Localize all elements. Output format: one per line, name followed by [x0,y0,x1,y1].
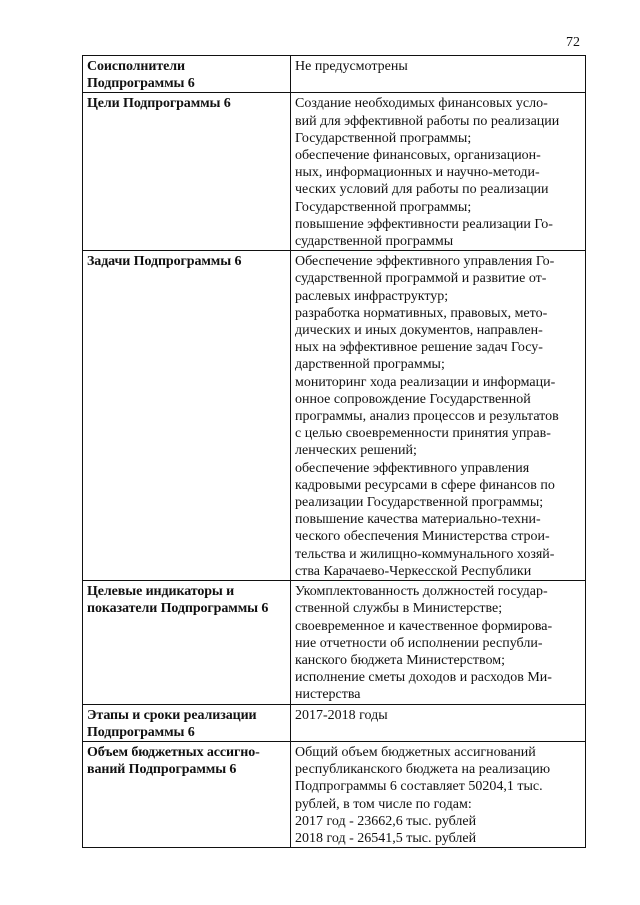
row-label-cell [83,251,291,581]
row-label-cell [83,581,291,704]
row-value-line: обеспечение эффективного управления [295,460,530,476]
row-value-line: ственной службы в Министерстве; [295,601,503,617]
table-row-budget-volume [83,741,586,847]
row-value-line: ческих условий для работы по реализации [295,182,549,198]
row-value-line: разработка нормативных, правовых, мето- [295,305,548,321]
row-value-cell [291,704,586,741]
row-value-line: Укомплектованность должностей государ- [295,584,548,600]
row-value-line: Не предусмотрены [295,59,408,74]
row-value-line: с целью своевременности принятия управ- [295,426,551,442]
row-value-line: 2017-2018 годы [295,707,388,723]
row-value-line: Обеспечение эффективного управления Го- [295,254,555,270]
row-value-line: своевременное и качественное формирова- [295,618,553,634]
subprogram-passport-table [82,55,586,848]
page-number: 72 [566,35,580,50]
row-value-line: обеспечение финансовых, организацион- [295,148,541,164]
row-label-cell [83,93,291,251]
row-label-line: показатели Подпрограммы 6 [87,601,269,617]
row-value-line: Общий объем бюджетных ассигнований [295,744,536,760]
row-value-line: ленческих решений; [295,443,417,459]
row-label-line: Задачи Подпрограммы 6 [87,254,242,270]
row-value-line: вий для эффективной работы по реализации [295,113,560,129]
row-value-cell [291,251,586,581]
row-value-line: республиканского бюджета на реализацию [295,762,551,778]
row-label-line: ваний Подпрограммы 6 [87,762,237,778]
row-value-line: рублей, в том числе по годам: [295,796,472,812]
row-value-line: дических и иных документов, направлен- [295,323,543,339]
row-value-cell [291,56,586,93]
row-value-line: исполнение сметы доходов и расходов Ми- [295,670,552,686]
row-label-line: Объем бюджетных ассигно- [87,744,260,760]
row-value-cell [291,93,586,251]
row-value-line: кадровыми ресурсами в сфере финансов по [295,477,555,493]
row-value-line: мониторинг хода реализации и информаци- [295,374,556,390]
row-value-line: канского бюджета Министерством; [295,652,505,668]
row-value-line: сударственной программы [295,234,454,250]
row-label-cell [83,56,291,93]
row-label-cell [83,741,291,847]
row-label-line: Целевые индикаторы и [87,584,235,600]
row-label-line: Подпрограммы 6 [87,724,195,740]
row-value-line: ства Карачаево-Черкесской Республики [295,563,532,579]
row-value-line: повышение эффективности реализации Го- [295,216,553,232]
row-value-line: 2017 год - 23662,6 тыс. рублей [295,813,477,829]
table-row-goals [83,93,586,251]
row-value-line: реализации Государственной программы; [295,495,544,511]
table-row-target-indicators [83,581,586,704]
row-value-line: повышение качества материально-техни- [295,512,541,528]
row-value-line: Подпрограммы 6 составляет 50204,1 тыс. [295,779,543,795]
table-row-stages-terms [83,704,586,741]
row-value-line: ние отчетности об исполнении республи- [295,635,543,651]
row-value-line: ных, информационных и научно-методи- [295,165,540,181]
row-label-line: Этапы и сроки реализации [87,707,257,723]
row-value-line: программы, анализ процессов и результатов [295,409,559,425]
row-value-cell [291,741,586,847]
table-row-coexecutors [83,56,586,93]
row-value-line: сударственной программой и развитие от- [295,271,547,287]
row-value-line: Государственной программы; [295,130,472,146]
row-label-cell [83,704,291,741]
row-value-line: Государственной программы; [295,199,472,215]
row-value-line: нистерства [295,687,361,703]
row-label-line: Подпрограммы 6 [87,76,195,92]
row-value-line: ных на эффективное решение задач Госу- [295,340,543,356]
table-row-tasks [83,251,586,581]
row-value-line: Создание необходимых финансовых усло- [295,96,548,112]
passport-table-body [83,56,586,848]
row-value-line: дарственной программы; [295,357,445,373]
row-value-line: раслевых инфраструктур; [295,288,449,304]
row-value-cell [291,581,586,704]
row-value-line: ческого обеспечения Министерства строи- [295,529,550,545]
row-value-line: онное сопровождение Государственной [295,391,531,407]
row-label-line: Цели Подпрограммы 6 [87,96,231,112]
row-label-line: Соисполнители [87,59,185,74]
row-value-line: 2018 год - 26541,5 тыс. рублей [295,830,477,846]
row-value-line: тельства и жилищно-коммунального хозяй- [295,546,555,562]
